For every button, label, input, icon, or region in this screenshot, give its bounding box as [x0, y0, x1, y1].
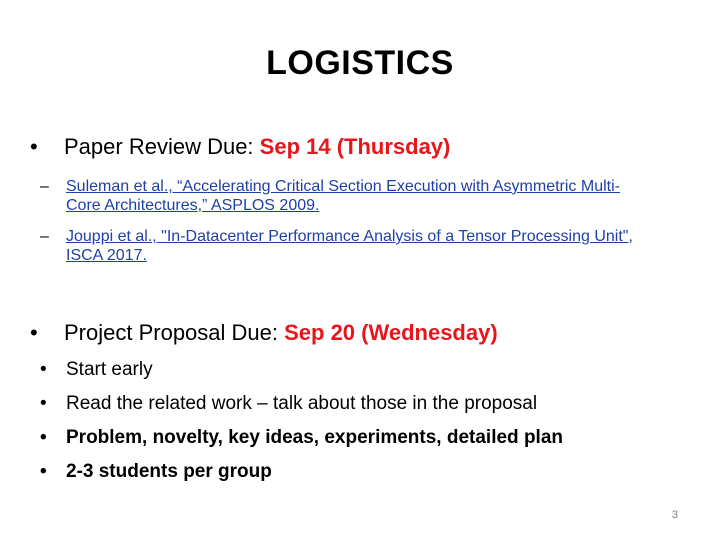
list-item — [40, 427, 563, 449]
list-item — [40, 359, 153, 381]
bullet-paper-review — [30, 134, 450, 160]
paper-link-suleman[interactable]: Suleman et al., “Accelerating Critical Section Execution with Asymmetric Multi- Core Architectures,” ASPLOS 2009. — [66, 178, 620, 214]
page-number: 3 — [671, 509, 678, 521]
bullet-project-proposal — [30, 320, 498, 346]
bullet-symbol: • — [30, 134, 38, 159]
list-bullet-symbol: • — [40, 427, 47, 448]
paper-item-suleman — [40, 177, 716, 215]
paper-link-jouppi[interactable]: Jouppi et al., "In-Datacenter Performance Analysis of a Tensor Processing Unit", ISCA 2017. — [66, 228, 633, 264]
list-item-text: Problem, novelty, key ideas, experiments, detailed plan — [66, 427, 563, 448]
list-item-text: Read the related work – talk about those in the proposal — [66, 393, 538, 414]
paper-review-due-date: Sep 14 (Thursday) — [259, 134, 451, 159]
list-bullet-symbol: • — [40, 461, 47, 482]
list-item-text: Start early — [66, 359, 153, 380]
sub-dash-symbol: – — [40, 228, 49, 245]
list-bullet-symbol: • — [40, 359, 47, 380]
list-item — [40, 393, 537, 415]
paper-item-jouppi — [40, 227, 716, 265]
proposal-due-date: Sep 20 (Wednesday) — [284, 320, 498, 345]
list-item — [40, 461, 272, 483]
bullet-label: Project Proposal Due: — [64, 320, 285, 345]
bullet-label: Paper Review Due: — [64, 134, 260, 159]
sub-dash-symbol: – — [40, 178, 49, 195]
list-item-text: 2-3 students per group — [66, 461, 272, 482]
slide-title: LOGISTICS — [266, 44, 454, 82]
list-bullet-symbol: • — [40, 393, 47, 414]
bullet-symbol: • — [30, 320, 38, 345]
